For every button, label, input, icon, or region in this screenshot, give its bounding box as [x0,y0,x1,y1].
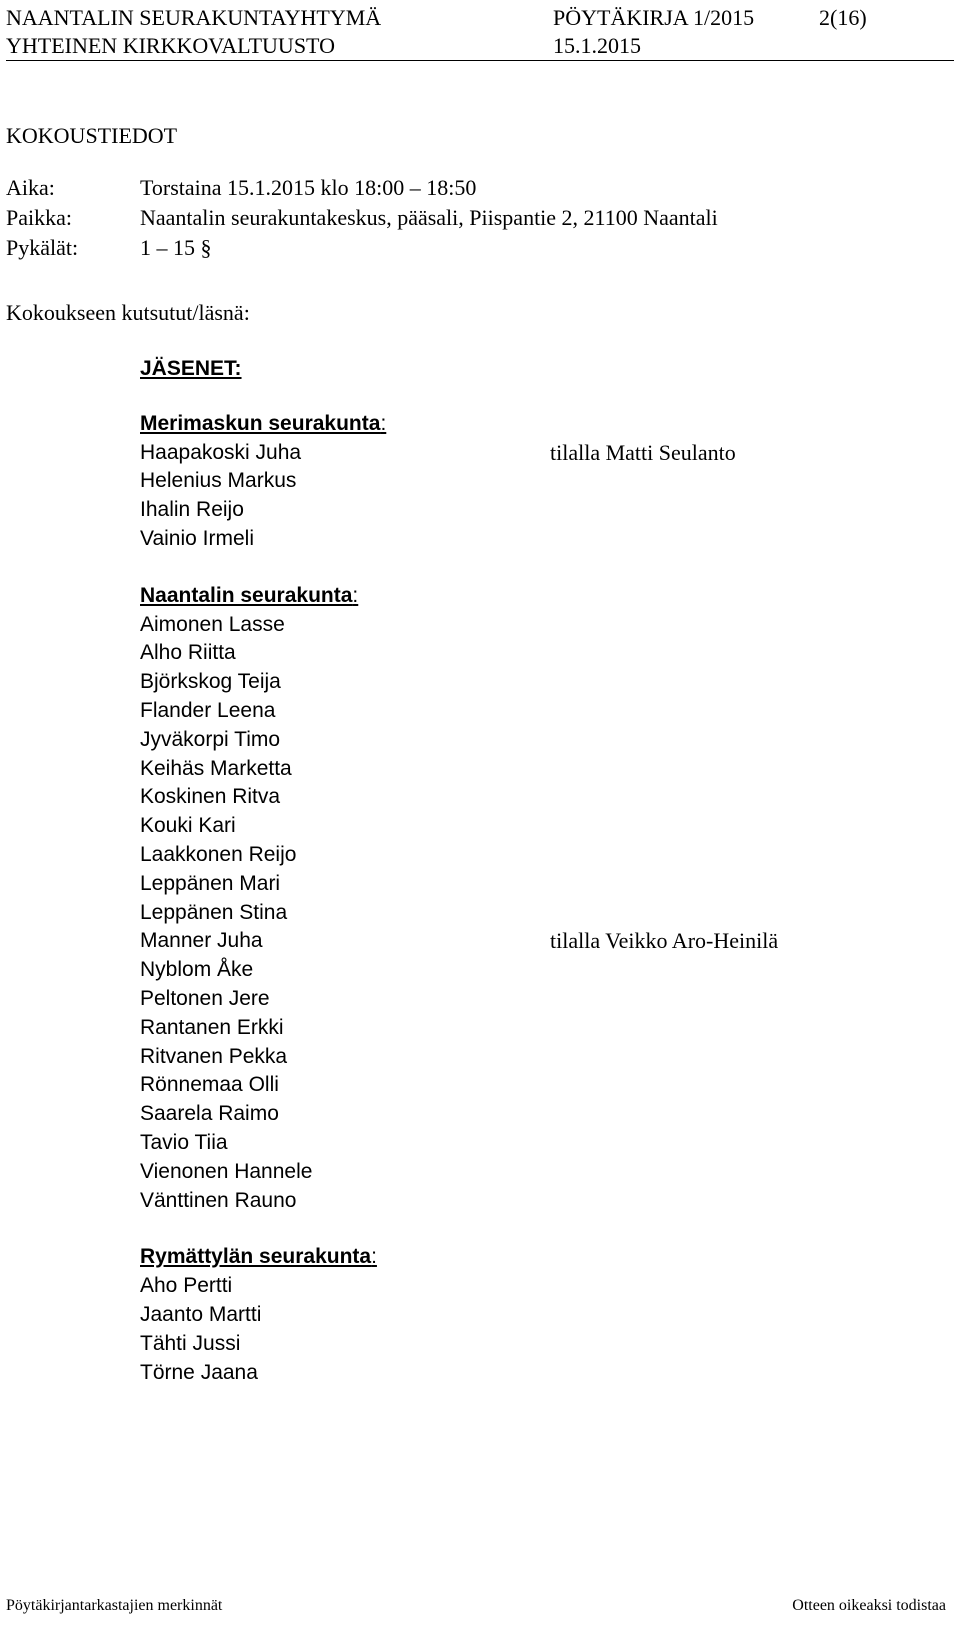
member-name: Rantanen Erkki [140,1015,284,1039]
sections-value: 1 – 15 § [140,235,212,260]
member-name: Manner Juha [140,929,263,953]
sections-label: Pykälät: [6,235,79,260]
place-value: Naantalin seurakuntakeskus, pääsali, Piispantie 2, 21100 Naantali [140,205,718,230]
member-row [140,841,386,870]
section-title: KOKOUSTIEDOT [6,123,178,148]
member-row [140,812,386,841]
member-row [140,525,386,554]
member-row [140,755,386,784]
member-group [140,1243,386,1387]
member-row [140,439,736,468]
footer-reviewers-note: Pöytäkirjantarkastajien merkinnät [6,1597,223,1614]
member-name: Keihäs Marketta [140,756,292,780]
member-name: Alho Riitta [140,641,236,665]
member-row [140,956,386,985]
organization-name: NAANTALIN SEURAKUNTAYHTYMÄ [6,5,382,30]
time-label: Aika: [6,175,55,200]
member-group [140,410,736,554]
member-substitute: tilalla Matti Seulanto [550,439,736,465]
member-substitute: tilalla Veikko Aro-Heinilä [550,928,779,954]
member-row [140,783,386,812]
member-name: Leppänen Stina [140,900,288,924]
member-row [140,1187,386,1216]
member-name: Peltonen Jere [140,986,270,1010]
member-name: Tavio Tiia [140,1130,228,1154]
member-name: Helenius Markus [140,469,297,493]
member-name: Jaanto Martti [140,1302,262,1326]
member-name: Aho Pertti [140,1274,233,1298]
member-row [140,467,386,496]
governing-body: YHTEINEN KIRKKOVALTUUSTO [6,33,335,58]
meeting-place-row [6,204,718,232]
member-name: Laakkonen Reijo [140,842,297,866]
document-header [6,4,954,61]
member-row [140,985,386,1014]
header-row-1 [6,4,954,32]
group-title: Rymättylän seurakunta: [140,1245,377,1269]
page-number: 2(16) [819,5,867,30]
header-row-2 [6,32,954,60]
member-name: Leppänen Mari [140,871,281,895]
member-row [140,870,386,899]
group-name: Rymättylän seurakunta [140,1245,372,1269]
member-row [140,927,779,956]
meeting-time-row [6,174,476,202]
member-row [140,1129,386,1158]
member-name: Vienonen Hannele [140,1159,313,1183]
member-name: Haapakoski Juha [140,440,302,464]
invited-label: Kokoukseen kutsutut/läsnä: [6,300,250,325]
member-row [140,1301,386,1330]
group-title: Merimaskun seurakunta: [140,411,387,435]
member-name: Aimonen Lasse [140,612,285,636]
member-row [140,1043,386,1072]
member-name: Vainio Irmeli [140,526,254,550]
member-row [140,899,386,928]
member-group [140,582,779,1216]
member-row [140,496,386,525]
member-name: Nyblom Åke [140,958,254,982]
member-row [140,668,386,697]
member-row [140,639,386,668]
document-date: 15.1.2015 [553,33,641,58]
place-label: Paikka: [6,205,72,230]
member-name: Jyväkorpi Timo [140,727,281,751]
member-name: Rönnemaa Olli [140,1073,279,1097]
member-groups [140,410,779,1388]
group-title: Naantalin seurakunta: [140,583,359,607]
document-type: PÖYTÄKIRJA 1/2015 [553,5,755,30]
member-name: Saarela Raimo [140,1102,279,1126]
member-row [140,726,386,755]
member-name: Törne Jaana [140,1360,258,1384]
members-list [140,355,779,1387]
member-row [140,697,386,726]
group-name: Naantalin seurakunta [140,583,353,607]
member-name: Ihalin Reijo [140,498,244,522]
member-row [140,611,386,640]
member-row [140,1100,386,1129]
member-name: Koskinen Ritva [140,785,281,809]
member-row [140,1359,386,1388]
member-name: Kouki Kari [140,814,236,838]
member-name: Tähti Jussi [140,1331,241,1355]
group-name: Merimaskun seurakunta [140,411,381,435]
time-value: Torstaina 15.1.2015 klo 18:00 – 18:50 [140,175,477,200]
meeting-sections-row [6,234,212,262]
members-heading: JÄSENET: [140,357,242,380]
member-row [140,1272,386,1301]
member-name: Ritvanen Pekka [140,1044,288,1068]
member-name: Vänttinen Rauno [140,1188,297,1212]
member-row [140,1014,386,1043]
member-row [140,1158,386,1187]
member-row [140,1071,386,1100]
member-name: Flander Leena [140,698,276,722]
member-name: Björkskog Teija [140,670,281,694]
member-row [140,1330,386,1359]
footer-certification: Otteen oikeaksi todistaa [792,1597,946,1614]
